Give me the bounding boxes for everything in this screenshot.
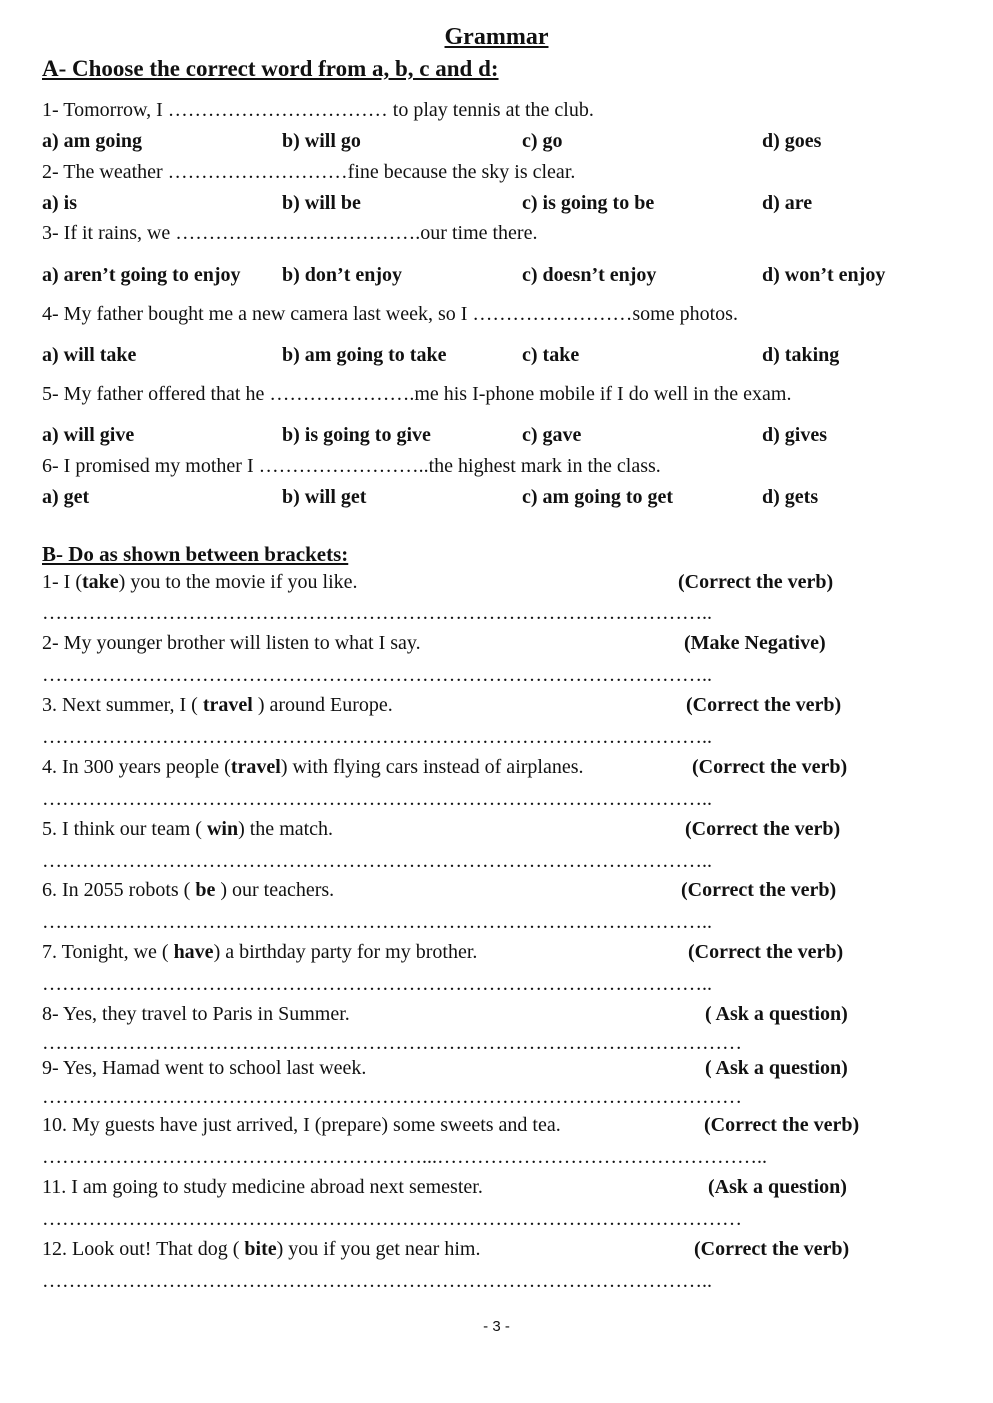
option-d[interactable]: d) gets (762, 486, 819, 508)
option-b[interactable]: b) will be (282, 192, 361, 214)
question-6-text: 6- I promised my mother I ……………………..the highest mark in the class. (42, 455, 661, 477)
item-7-instruction: (Correct the verb) (688, 941, 844, 963)
item-1-text: 1- I (take) you to the movie if you like. (42, 571, 358, 593)
option-b[interactable]: b) don’t enjoy (282, 264, 403, 286)
option-a[interactable]: a) get (42, 486, 90, 508)
option-a[interactable]: a) am going (42, 130, 142, 152)
option-c[interactable]: c) go (522, 130, 563, 152)
item-4-text: 4. In 300 years people (travel) with flying cars instead of airplanes. (42, 756, 584, 778)
item-4-answer-line[interactable]: ……………………………………………………………………………………….. (42, 788, 712, 810)
question-3-text: 3- If it rains, we ……………………………….our time there. (42, 222, 538, 244)
option-d[interactable]: d) taking (762, 344, 840, 366)
option-c[interactable]: c) gave (522, 424, 582, 446)
section-b-heading: B- Do as shown between brackets: (42, 542, 349, 566)
item-6-text: 6. In 2055 robots ( be ) our teachers. (42, 879, 335, 901)
item-9-answer-line[interactable]: …………………………………………………………………………………………… (42, 1086, 742, 1108)
section-a-heading: A- Choose the correct word from a, b, c and d: (42, 56, 499, 81)
item-3-answer-line[interactable]: ……………………………………………………………………………………….. (42, 726, 712, 748)
item-1-answer-line[interactable]: ……………………………………………………………………………………….. (42, 602, 712, 624)
item-3-text: 3. Next summer, I ( travel ) around Europe. (42, 694, 393, 716)
item-3-instruction: (Correct the verb) (686, 694, 842, 716)
item-8-text: 8- Yes, they travel to Paris in Summer. (42, 1003, 350, 1025)
item-7-answer-line[interactable]: ……………………………………………………………………………………….. (42, 973, 712, 995)
page-title: Grammar (444, 24, 549, 50)
option-a[interactable]: a) will take (42, 344, 137, 366)
item-5-verb: win (206, 818, 239, 840)
option-d[interactable]: d) are (762, 192, 813, 214)
option-c[interactable]: c) is going to be (522, 192, 655, 214)
item-2-answer-line[interactable]: ……………………………………………………………………………………….. (42, 664, 712, 686)
option-d[interactable]: d) gives (762, 424, 827, 446)
item-10-instruction: (Correct the verb) (704, 1114, 860, 1136)
option-a[interactable]: a) will give (42, 424, 135, 446)
item-6-verb: be (195, 879, 216, 901)
option-b[interactable]: b) will go (282, 130, 361, 152)
option-b[interactable]: b) is going to give (282, 424, 431, 446)
item-9-text: 9- Yes, Hamad went to school last week. (42, 1057, 367, 1079)
item-4-verb: travel (230, 756, 281, 778)
option-d[interactable]: d) goes (762, 130, 822, 152)
item-2-instruction: (Make Negative) (684, 632, 826, 654)
item-5-instruction: (Correct the verb) (685, 818, 841, 840)
item-11-instruction: (Ask a question) (708, 1176, 847, 1198)
option-a[interactable]: a) is (42, 192, 77, 214)
option-b[interactable]: b) will get (282, 486, 367, 508)
option-d[interactable]: d) won’t enjoy (762, 264, 886, 286)
item-5-text: 5. I think our team ( win) the match. (42, 818, 334, 840)
item-12-instruction: (Correct the verb) (694, 1238, 850, 1260)
item-4-instruction: (Correct the verb) (692, 756, 848, 778)
item-6-instruction: (Correct the verb) (681, 879, 837, 901)
item-6-answer-line[interactable]: ……………………………………………………………………………………….. (42, 911, 712, 933)
item-8-instruction: ( Ask a question) (705, 1003, 848, 1025)
item-1-verb: take (81, 571, 119, 593)
item-9-instruction: ( Ask a question) (705, 1057, 848, 1079)
item-7-verb: have (173, 941, 214, 963)
option-c[interactable]: c) am going to get (522, 486, 674, 508)
item-12-answer-line[interactable]: ……………………………………………………………………………………….. (42, 1270, 712, 1292)
item-5-answer-line[interactable]: ……………………………………………………………………………………….. (42, 850, 712, 872)
item-8-answer-line[interactable]: …………………………………………………………………………………………… (42, 1032, 742, 1054)
item-12-text: 12. Look out! That dog ( bite) you if you get near him. (42, 1238, 481, 1260)
option-b[interactable]: b) am going to take (282, 344, 447, 366)
question-2-text: 2- The weather ………………………fine because the sky is clear. (42, 161, 576, 183)
item-10-text: 10. My guests have just arrived, I (prepare) some sweets and tea. (42, 1114, 561, 1136)
item-2-text: 2- My younger brother will listen to what I say. (42, 632, 421, 654)
option-c[interactable]: c) doesn’t enjoy (522, 264, 657, 286)
item-3-verb: travel (202, 694, 253, 716)
page-number: - 3 - (483, 1318, 510, 1335)
question-4-text: 4- My father bought me a new camera last week, so I ……………………some photos. (42, 303, 738, 325)
question-1-text: 1- Tomorrow, I …………………………… to play tennis at the club. (42, 99, 594, 121)
item-11-answer-line[interactable]: …………………………………………………………………………………………… (42, 1208, 742, 1230)
item-10-answer-line[interactable]: …………………………………………………...………………………………………….. (42, 1146, 767, 1168)
item-12-verb: bite (244, 1238, 277, 1260)
item-1-instruction: (Correct the verb) (678, 571, 834, 593)
option-c[interactable]: c) take (522, 344, 580, 366)
question-5-text: 5- My father offered that he ………………….me his I-phone mobile if I do well in the exam. (42, 383, 792, 405)
item-7-text: 7. Tonight, we ( have) a birthday party for my brother. (42, 941, 478, 963)
option-a[interactable]: a) aren’t going to enjoy (42, 264, 241, 286)
item-11-text: 11. I am going to study medicine abroad next semester. (42, 1176, 483, 1198)
